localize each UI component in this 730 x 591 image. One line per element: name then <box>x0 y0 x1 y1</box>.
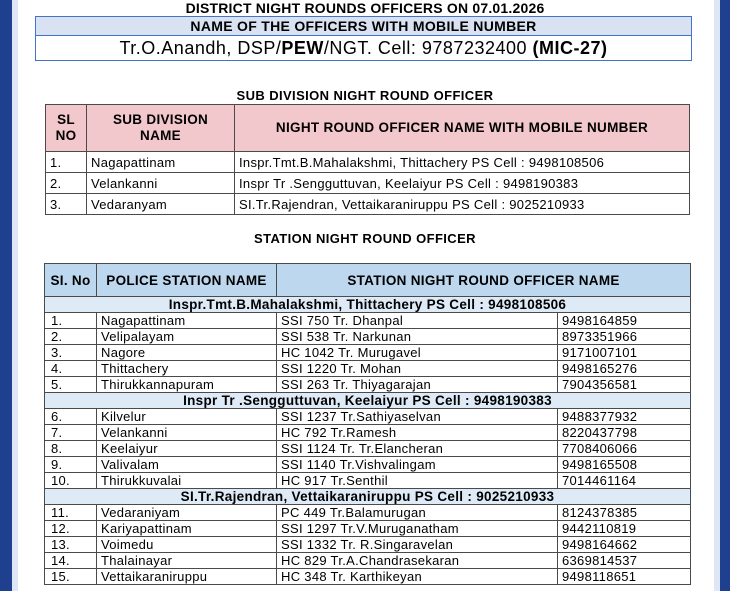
station-officer-cell: SSI 1237 Tr.Sathiyaselvan <box>277 409 558 425</box>
station-name-cell: Nagapattinam <box>97 313 277 329</box>
station-name-cell: Nagore <box>97 345 277 361</box>
phone-cell: 9488377932 <box>558 409 691 425</box>
station-row <box>45 409 691 425</box>
phone-cell: 8973351966 <box>558 329 691 345</box>
sub-division-row <box>46 173 690 194</box>
col-sub-division-name: SUB DIVISION NAME <box>87 105 235 152</box>
sl-cell: 13. <box>45 537 97 553</box>
sl-cell: 2. <box>45 329 97 345</box>
station-name-cell: Vedaraniyam <box>97 505 277 521</box>
officer-group-label: Inspr.Tmt.B.Mahalakshmi, Thittachery PS Cell : 9498108506 <box>45 297 691 313</box>
phone-cell: 6369814537 <box>558 553 691 569</box>
col-sl-no: SL NO <box>46 105 87 152</box>
officer-name: Tr.O.Anandh, DSP/ <box>119 38 282 58</box>
station-officer-cell: PC 449 Tr.Balamurugan <box>277 505 558 521</box>
sl-cell: 15. <box>45 569 97 585</box>
sub-division-name-cell: Vedaranyam <box>87 194 235 215</box>
officer-group-row <box>45 393 691 409</box>
phone-cell: 9171007101 <box>558 345 691 361</box>
station-row <box>45 505 691 521</box>
sl-cell: 10. <box>45 473 97 489</box>
sl-cell: 12. <box>45 521 97 537</box>
station-table <box>44 263 691 585</box>
station-name-cell: Voimedu <box>97 537 277 553</box>
sub-division-title: SUB DIVISION NIGHT ROUND OFFICER <box>236 88 494 103</box>
sl-cell: 1. <box>46 152 87 173</box>
station-title: STATION NIGHT ROUND OFFICER <box>254 231 476 246</box>
phone-cell: 9498164662 <box>558 537 691 553</box>
document-title: DISTRICT NIGHT ROUNDS OFFICERS ON 07.01.2026 <box>185 0 545 16</box>
station-row <box>45 569 691 585</box>
sl-cell: 14. <box>45 553 97 569</box>
sl-cell: 7. <box>45 425 97 441</box>
phone-cell: 9442110819 <box>558 521 691 537</box>
station-name-cell: Velankanni <box>97 425 277 441</box>
phone-cell: 7708406066 <box>558 441 691 457</box>
station-name-cell: Velipalayam <box>97 329 277 345</box>
station-name-cell: Kariyapattinam <box>97 521 277 537</box>
sl-cell: 2. <box>46 173 87 194</box>
sl-cell: 5. <box>45 377 97 393</box>
station-officer-cell: SSI 1124 Tr. Tr.Elancheran <box>277 441 558 457</box>
phone-cell: 9498164859 <box>558 313 691 329</box>
officer-cell: Inspr Tr .Sengguttuvan, Keelaiyur PS Cell : 9498190383 <box>235 173 690 194</box>
col-si-no: SI. No <box>45 264 97 297</box>
phone-cell: 9498165508 <box>558 457 691 473</box>
station-header-row <box>45 264 691 297</box>
sl-cell: 3. <box>45 345 97 361</box>
officer-group-label: SI.Tr.Rajendran, Vettaikaraniruppu PS Cell : 9025210933 <box>45 489 691 505</box>
col-station-officer-name: STATION NIGHT ROUND OFFICER NAME <box>277 264 691 297</box>
station-row <box>45 457 691 473</box>
district-officer-line <box>36 36 691 60</box>
officer-box-header: NAME OF THE OFFICERS WITH MOBILE NUMBER <box>36 17 691 36</box>
officer-group-row <box>45 297 691 313</box>
station-officer-cell: HC 348 Tr. Karthikeyan <box>277 569 558 585</box>
station-officer-cell: SSI 538 Tr. Narkunan <box>277 329 558 345</box>
station-row <box>45 345 691 361</box>
station-officer-cell: HC 792 Tr.Ramesh <box>277 425 558 441</box>
sub-division-name-cell: Nagapattinam <box>87 152 235 173</box>
station-name-cell: Kilvelur <box>97 409 277 425</box>
station-officer-cell: SSI 263 Tr. Thiyagarajan <box>277 377 558 393</box>
sl-cell: 9. <box>45 457 97 473</box>
sl-cell: 3. <box>46 194 87 215</box>
officer-unit: PEW <box>281 38 324 58</box>
sub-division-row <box>46 152 690 173</box>
station-officer-cell: SSI 1332 Tr. R.Singaravelan <box>277 537 558 553</box>
officer-cell: /NGT. Cell: 9787232400 <box>323 38 533 58</box>
station-row <box>45 473 691 489</box>
phone-cell: 7904356581 <box>558 377 691 393</box>
station-row <box>45 553 691 569</box>
station-row <box>45 377 691 393</box>
officer-mic: (MIC-27) <box>532 38 608 58</box>
station-name-cell: Keelaiyur <box>97 441 277 457</box>
sl-cell: 8. <box>45 441 97 457</box>
station-name-cell: Thittachery <box>97 361 277 377</box>
sub-division-name-cell: Velankanni <box>87 173 235 194</box>
station-name-cell: Vettaikaraniruppu <box>97 569 277 585</box>
station-row <box>45 537 691 553</box>
station-row <box>45 521 691 537</box>
phone-cell: 8220437798 <box>558 425 691 441</box>
col-police-station-name: POLICE STATION NAME <box>97 264 277 297</box>
station-name-cell: Valivalam <box>97 457 277 473</box>
phone-cell: 9498165276 <box>558 361 691 377</box>
sl-cell: 11. <box>45 505 97 521</box>
officer-box <box>35 16 692 61</box>
phone-cell: 9498118651 <box>558 569 691 585</box>
sub-division-table <box>45 104 690 215</box>
station-officer-cell: SSI 1220 Tr. Mohan <box>277 361 558 377</box>
sl-cell: 1. <box>45 313 97 329</box>
station-officer-cell: HC 917 Tr.Senthil <box>277 473 558 489</box>
officer-group-row <box>45 489 691 505</box>
station-officer-cell: SSI 1140 Tr.Vishvalingam <box>277 457 558 473</box>
station-officer-cell: SSI 1297 Tr.V.Muruganatham <box>277 521 558 537</box>
station-officer-cell: HC 829 Tr.A.Chandrasekaran <box>277 553 558 569</box>
station-officer-cell: SSI 750 Tr. Dhanpal <box>277 313 558 329</box>
officer-group-label: Inspr Tr .Sengguttuvan, Keelaiyur PS Cell : 9498190383 <box>45 393 691 409</box>
station-row <box>45 441 691 457</box>
station-officer-cell: HC 1042 Tr. Murugavel <box>277 345 558 361</box>
officer-cell: SI.Tr.Rajendran, Vettaikaraniruppu PS Cell : 9025210933 <box>235 194 690 215</box>
station-row <box>45 329 691 345</box>
station-name-cell: Thirukkuvalai <box>97 473 277 489</box>
station-name-cell: Thalainayar <box>97 553 277 569</box>
officer-cell: Inspr.Tmt.B.Mahalakshmi, Thittachery PS Cell : 9498108506 <box>235 152 690 173</box>
sub-division-row <box>46 194 690 215</box>
station-row <box>45 361 691 377</box>
station-row <box>45 425 691 441</box>
station-row <box>45 313 691 329</box>
sub-division-header-row <box>46 105 690 152</box>
phone-cell: 7014461164 <box>558 473 691 489</box>
phone-cell: 8124378385 <box>558 505 691 521</box>
station-name-cell: Thirukkannapuram <box>97 377 277 393</box>
sl-cell: 6. <box>45 409 97 425</box>
sl-cell: 4. <box>45 361 97 377</box>
col-night-round-officer: NIGHT ROUND OFFICER NAME WITH MOBILE NUMBER <box>235 105 690 152</box>
